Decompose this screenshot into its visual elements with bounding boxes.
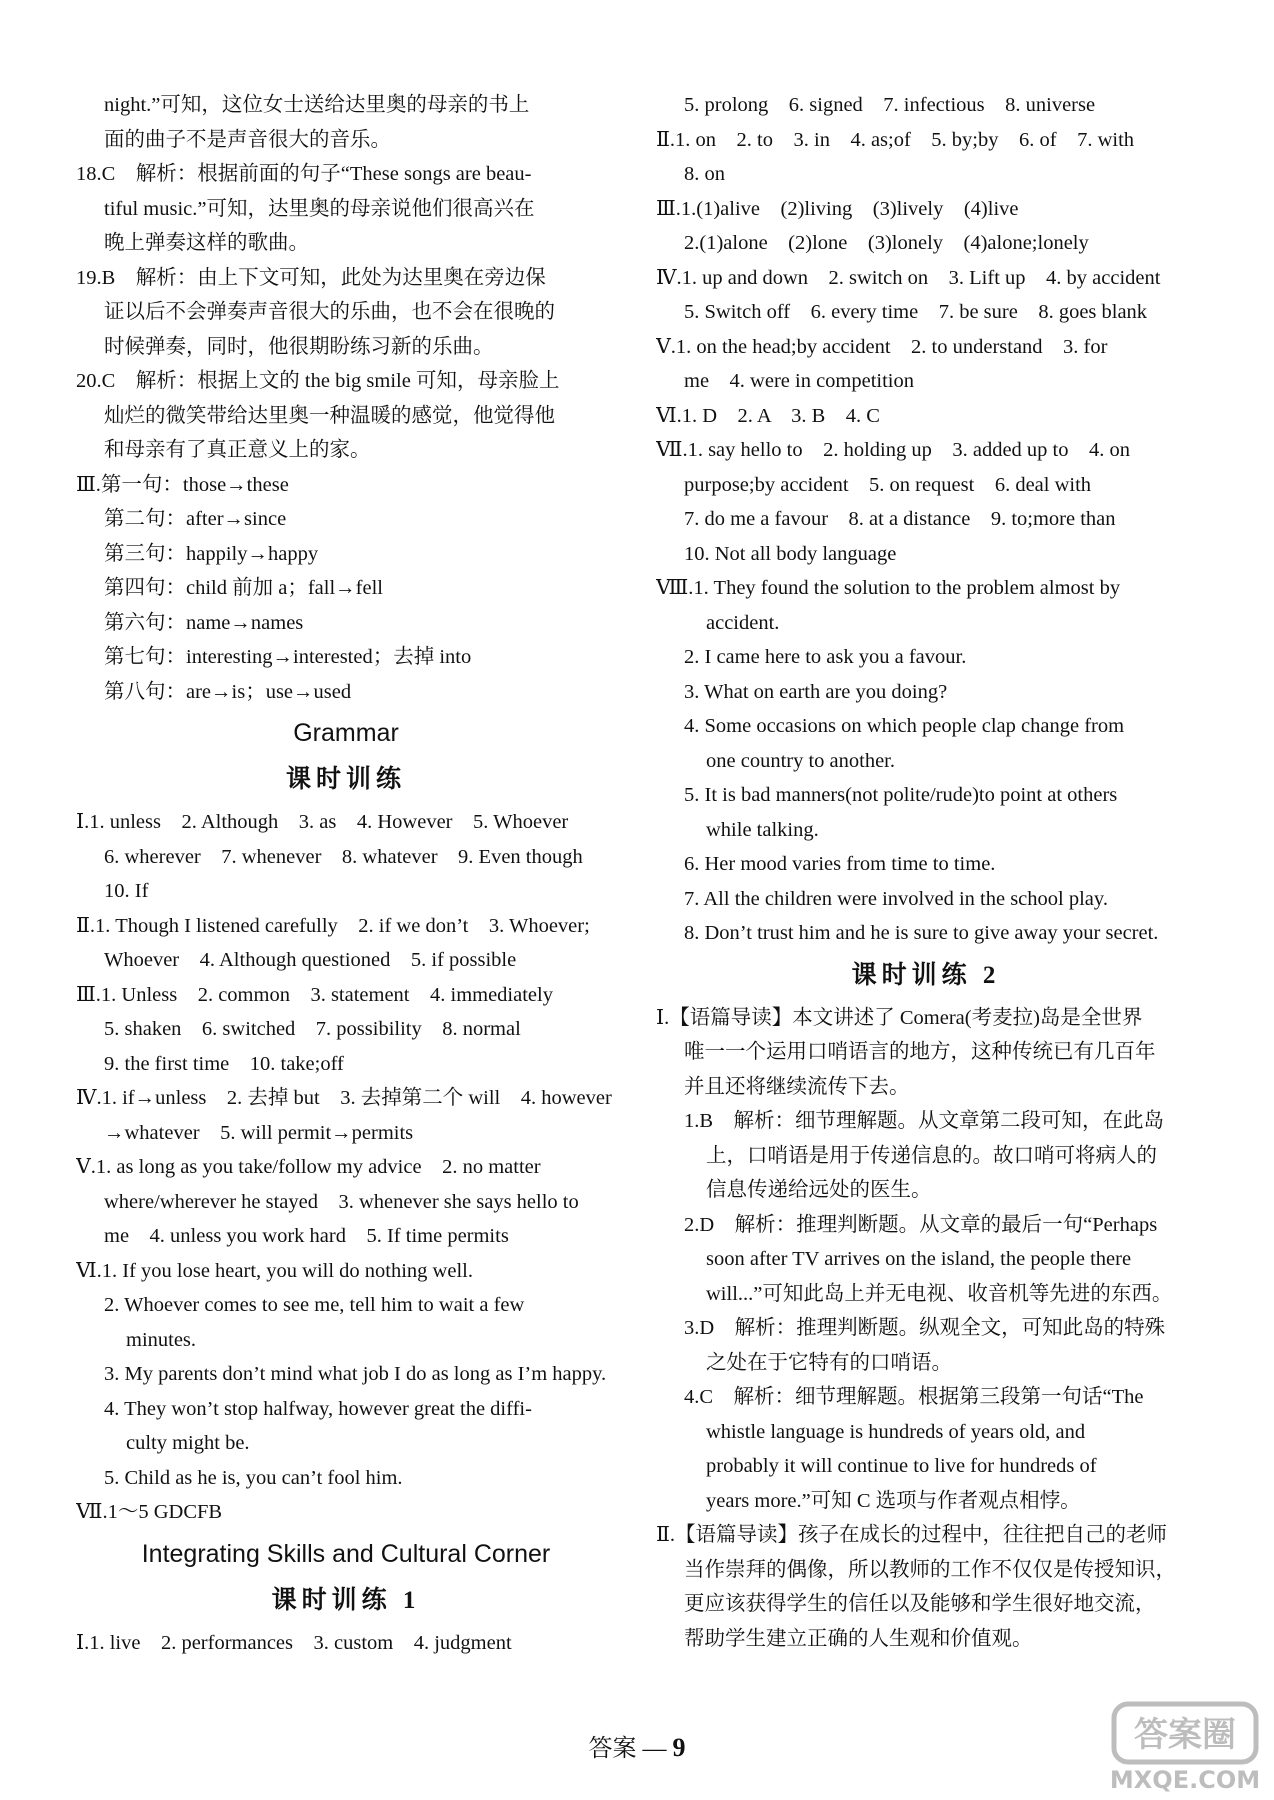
- text-line: 面的曲子不是声音很大的音乐。: [104, 128, 391, 151]
- exercise-line: Ⅵ.1. D 2. A 3. B 4. C: [656, 404, 880, 427]
- text-line: 20.C 解析：根据上文的 the big smile 可知，母亲脸上: [76, 370, 560, 392]
- exercise-line: Ⅱ.1. on 2. to 3. in 4. as;of 5. by;by 6. of 7. with: [656, 128, 1135, 151]
- text-line: 7. do me a favour 8. at a distance 9. to;more than: [684, 508, 1116, 530]
- exercise-line: Ⅱ.1. Though I listened carefully 2. if we don’t 3. Whoever;: [76, 914, 590, 937]
- text-line: accident.: [706, 611, 780, 634]
- text-line: 第八句：are→is；use→used: [104, 680, 352, 703]
- text-line: 时候弹奏，同时，他很期盼练习新的乐曲。: [104, 335, 494, 358]
- exercise-line: Ⅲ.第一句：those→these: [76, 473, 289, 496]
- lesson-heading: 课时训练: [285, 766, 406, 793]
- text-line: 5. It is bad manners(not polite/rude)to point at others: [684, 784, 1118, 806]
- text-line: culty might be.: [126, 1432, 250, 1454]
- left-column: [76, 88, 616, 1660]
- text-line: whistle language is hundreds of years old, and: [706, 1420, 1086, 1443]
- exercise-line: Ⅳ.1. if→unless 2. 去掉 but 3. 去掉第二个 will 4. however: [76, 1087, 612, 1109]
- text-line: 当作崇拜的偶像，所以教师的工作不仅仅是传授知识，: [684, 1558, 1176, 1581]
- text-line: 2.(1)alone (2)lone (3)lonely (4)alone;lonely: [684, 232, 1089, 254]
- text-line: probably it will continue to live for hundreds of: [706, 1455, 1097, 1477]
- text-line: tiful music.”可知，达里奥的母亲说他们很高兴在: [104, 197, 535, 220]
- text-line: 4.C 解析：细节理解题。根据第三段第一句话“The: [684, 1386, 1144, 1408]
- text-line: while talking.: [706, 818, 819, 841]
- text-line: me 4. were in competition: [684, 370, 914, 392]
- text-line: 10. If: [104, 880, 149, 902]
- exercise-line: Ⅰ.1. live 2. performances 3. custom 4. judgment: [76, 1631, 512, 1654]
- text-line: 5. shaken 6. switched 7. possibility 8. normal: [104, 1018, 521, 1040]
- text-line: 3.D 解析：推理判断题。纵观全文，可知此岛的特殊: [684, 1317, 1166, 1339]
- text-line: purpose;by accident 5. on request 6. deal with: [684, 473, 1092, 496]
- text-line: will...”可知此岛上并无电视、收音机等先进的东西。: [706, 1282, 1173, 1305]
- section-heading: Integrating Skills and Cultural Corner: [141, 1539, 551, 1568]
- text-line: 10. Not all body language: [684, 542, 897, 565]
- exercise-line: Ⅴ.1. on the head;by accident 2. to understand 3. for: [656, 335, 1108, 358]
- watermark-text: 答案圈: [1134, 1715, 1236, 1755]
- text-line: 7. All the children were involved in the school play.: [684, 887, 1108, 910]
- exercise-line: Ⅰ.1. unless 2. Although 3. as 4. However 5. Whoever: [76, 811, 569, 833]
- text-line: 5. Child as he is, you can’t fool him.: [104, 1466, 403, 1489]
- watermark-url: MXQE.COM: [1110, 1766, 1260, 1794]
- exercise-line: Ⅳ.1. up and down 2. switch on 3. Lift up 4. by accident: [656, 266, 1161, 289]
- text-line: 第二句：after→since: [104, 508, 287, 530]
- text-line: 第三句：happily→happy: [104, 542, 319, 565]
- text-line: 6. Her mood varies from time to time.: [684, 853, 996, 875]
- text-line: 和母亲有了真正意义上的家。: [104, 439, 371, 461]
- text-line: night.”可知，这位女士送给达里奥的母亲的书上: [104, 94, 530, 116]
- exercise-line: Ⅶ.1. say hello to 2. holding up 3. added up to 4. on: [656, 439, 1131, 461]
- text-line: 3. What on earth are you doing?: [684, 680, 948, 703]
- text-line: 19.B 解析：由上下文可知，此处为达里奥在旁边保: [76, 266, 546, 289]
- text-line: 9. the first time 10. take;off: [104, 1052, 344, 1075]
- footer-label: 答案 —: [588, 1736, 667, 1762]
- exercise-line: Ⅰ.【语篇导读】本文讲述了 Comera(考麦拉)岛是全世界: [656, 1006, 1143, 1029]
- text-line: years more.”可知 C 选项与作者观点相悖。: [706, 1489, 1081, 1512]
- text-line: one country to another.: [706, 749, 896, 772]
- page-number: 9: [672, 1733, 686, 1762]
- text-line: 8. on: [684, 163, 725, 185]
- text-line: 4. They won’t stop halfway, however great the diffi-: [104, 1397, 532, 1420]
- text-line: 上，口哨语是用于传递信息的。故口哨可将病人的: [706, 1144, 1157, 1167]
- exercise-line: Ⅶ.1～5 GDCFB: [76, 1501, 223, 1523]
- text-line: 1.B 解析：细节理解题。从文章第二段可知，在此岛: [684, 1110, 1165, 1132]
- exercise-line: Ⅷ.1. They found the solution to the problem almost by: [656, 577, 1121, 599]
- exercise-line: Ⅵ.1. If you lose heart, you will do nothing well.: [76, 1259, 473, 1282]
- exercise-line: Ⅴ.1. as long as you take/follow my advice 2. no matter: [76, 1156, 541, 1178]
- text-line: 5. prolong 6. signed 7. infectious 8. universe: [684, 94, 1096, 116]
- text-line: 18.C 解析：根据前面的句子“These songs are beau-: [76, 163, 532, 185]
- text-line: 之处在于它特有的口哨语。: [706, 1351, 952, 1374]
- text-line: 灿烂的微笑带给达里奥一种温暖的感觉，他觉得他: [104, 404, 555, 427]
- watermark-logo: [1110, 1700, 1260, 1795]
- text-line: 并且还将继续流传下去。: [684, 1075, 910, 1098]
- text-line: 第四句：child 前加 a；fall→fell: [104, 577, 383, 599]
- text-line: 信息传递给远处的医生。: [706, 1179, 932, 1201]
- text-line: 3. My parents don’t mind what job I do as long as I’m happy.: [104, 1363, 607, 1385]
- text-line: where/wherever he stayed 3. whenever she says hello to: [104, 1190, 579, 1213]
- text-line: 晚上弹奏这样的歌曲。: [104, 232, 309, 254]
- text-line: 2. I came here to ask you a favour.: [684, 646, 967, 668]
- text-line: 6. wherever 7. whenever 8. whatever 9. Even though: [104, 845, 583, 868]
- text-line: 帮助学生建立正确的人生观和价值观。: [684, 1627, 1033, 1650]
- exercise-line: Ⅲ.1.(1)alive (2)living (3)lively (4)live: [656, 197, 1019, 220]
- text-line: 唯一一个运用口哨语言的地方，这种传统已有几百年: [684, 1041, 1156, 1063]
- text-line: me 4. unless you work hard 5. If time permits: [104, 1225, 509, 1247]
- lesson-heading: 课时训练 1: [271, 1586, 421, 1614]
- section-heading: Grammar: [293, 719, 399, 747]
- text-line: Whoever 4. Although questioned 5. if possible: [104, 949, 517, 971]
- text-line: minutes.: [126, 1328, 197, 1351]
- text-line: 更应该获得学生的信任以及能够和学生很好地交流，: [684, 1593, 1156, 1615]
- text-line: 第六句：name→names: [104, 611, 304, 634]
- text-line: soon after TV arrives on the island, the people there: [706, 1248, 1132, 1270]
- text-line: 4. Some occasions on which people clap change from: [684, 715, 1125, 737]
- text-line: 8. Don’t trust him and he is sure to give away your secret.: [684, 922, 1159, 944]
- text-line: 2.D 解析：推理判断题。从文章的最后一句“Perhaps: [684, 1213, 1158, 1236]
- text-line: 第七句：interesting→interested；去掉 into: [104, 646, 472, 668]
- lesson-heading: 课时训练 2: [851, 961, 1001, 989]
- text-line: 2. Whoever comes to see me, tell him to wait a few: [104, 1294, 525, 1316]
- text-line: 5. Switch off 6. every time 7. be sure 8. goes blank: [684, 301, 1148, 323]
- text-line: 证以后不会弹奏声音很大的乐曲，也不会在很晚的: [104, 301, 555, 323]
- text-line: →whatever 5. will permit→permits: [104, 1121, 414, 1144]
- page-footer: [0, 1728, 1274, 1763]
- exercise-line: Ⅲ.1. Unless 2. common 3. statement 4. immediately: [76, 983, 553, 1006]
- right-column: [656, 88, 1196, 1656]
- exercise-line: Ⅱ.【语篇导读】孩子在成长的过程中，往往把自己的老师: [656, 1524, 1168, 1546]
